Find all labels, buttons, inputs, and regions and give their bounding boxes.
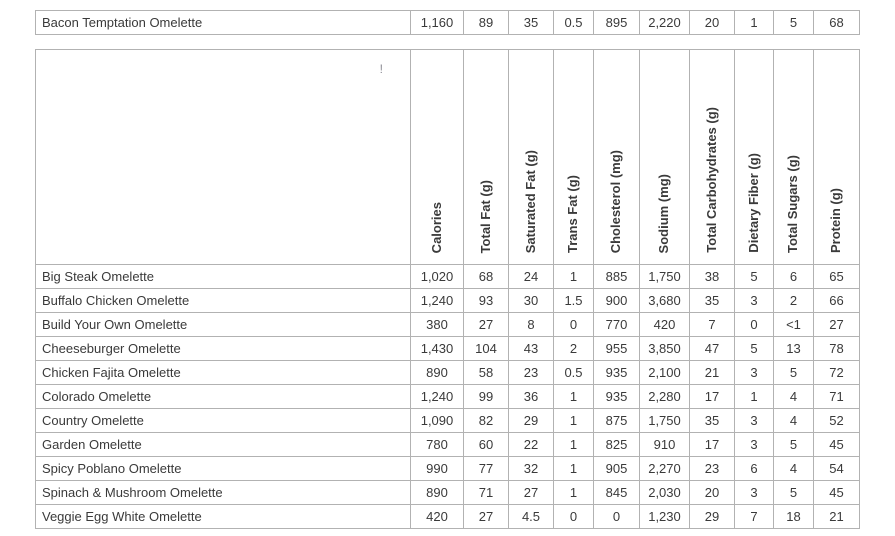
value-cell: 770: [594, 313, 640, 337]
value-cell: 93: [464, 289, 509, 313]
value-cell: 4: [774, 385, 814, 409]
value-cell: 1: [554, 481, 594, 505]
value-cell: 24: [509, 265, 554, 289]
table-row: [36, 313, 860, 337]
value-cell: 1.5: [554, 289, 594, 313]
value-cell: 845: [594, 481, 640, 505]
value-cell: 2,270: [640, 457, 690, 481]
value-cell: 35: [690, 289, 735, 313]
value-cell: 2,030: [640, 481, 690, 505]
value-cell: 6: [774, 265, 814, 289]
value-cell: 66: [814, 289, 860, 313]
value-cell: 2,280: [640, 385, 690, 409]
item-name-cell: Build Your Own Omelette: [36, 313, 411, 337]
value-cell: 21: [690, 361, 735, 385]
item-name-header-cell: [36, 50, 411, 265]
value-cell: 890: [411, 481, 464, 505]
item-name-cell: Chicken Fajita Omelette: [36, 361, 411, 385]
value-cell: 420: [640, 313, 690, 337]
value-cell: 875: [594, 409, 640, 433]
table-row: [36, 337, 860, 361]
value-cell: 1: [554, 433, 594, 457]
value-cell: <1: [774, 313, 814, 337]
item-name-cell: Spinach & Mushroom Omelette: [36, 481, 411, 505]
value-cell: 3: [735, 361, 774, 385]
column-header-dietary-fiber: [735, 50, 774, 265]
value-cell: 1,750: [640, 265, 690, 289]
value-cell: 89: [464, 11, 509, 35]
value-cell: 990: [411, 457, 464, 481]
bacon-temptation-row-table: [35, 10, 860, 35]
value-cell: 27: [509, 481, 554, 505]
value-cell: 68: [814, 11, 860, 35]
value-cell: 1: [554, 409, 594, 433]
value-cell: 32: [509, 457, 554, 481]
value-cell: 78: [814, 337, 860, 361]
column-header-cholesterol: [594, 50, 640, 265]
value-cell: 7: [735, 505, 774, 529]
column-header-total-carbohydrates: [690, 50, 735, 265]
value-cell: 99: [464, 385, 509, 409]
value-cell: 21: [814, 505, 860, 529]
column-header-label: Protein (g): [828, 188, 844, 253]
table-row: [36, 289, 860, 313]
value-cell: 1: [554, 457, 594, 481]
column-header-label: Total Carbohydrates (g): [703, 107, 719, 253]
value-cell: 825: [594, 433, 640, 457]
value-cell: 2,220: [640, 11, 690, 35]
value-cell: 71: [464, 481, 509, 505]
value-cell: 2: [554, 337, 594, 361]
column-header-label: Cholesterol (mg): [608, 149, 624, 253]
column-header-label: Saturated Fat (g): [522, 149, 538, 253]
value-cell: 420: [411, 505, 464, 529]
column-header-label: Dietary Fiber (g): [745, 153, 761, 253]
value-cell: 68: [464, 265, 509, 289]
value-cell: 45: [814, 481, 860, 505]
value-cell: 2: [774, 289, 814, 313]
value-cell: 72: [814, 361, 860, 385]
value-cell: 5: [774, 11, 814, 35]
value-cell: 0.5: [554, 361, 594, 385]
value-cell: 71: [814, 385, 860, 409]
value-cell: 935: [594, 385, 640, 409]
value-cell: 1: [554, 385, 594, 409]
value-cell: 23: [509, 361, 554, 385]
value-cell: 3: [735, 481, 774, 505]
item-name-cell: Spicy Poblano Omelette: [36, 457, 411, 481]
value-cell: 1,160: [411, 11, 464, 35]
value-cell: 4: [774, 409, 814, 433]
value-cell: 1,750: [640, 409, 690, 433]
table-row: [36, 361, 860, 385]
table-row: [36, 505, 860, 529]
value-cell: 5: [735, 337, 774, 361]
column-header-label: Total Fat (g): [477, 179, 493, 253]
column-header-label: Sodium (mg): [656, 173, 672, 253]
value-cell: 29: [509, 409, 554, 433]
value-cell: 30: [509, 289, 554, 313]
value-cell: 3: [735, 433, 774, 457]
value-cell: 35: [690, 409, 735, 433]
column-header-total-sugars: [774, 50, 814, 265]
value-cell: 0: [735, 313, 774, 337]
item-name-cell: Big Steak Omelette: [36, 265, 411, 289]
item-name-cell: Country Omelette: [36, 409, 411, 433]
value-cell: 1: [735, 11, 774, 35]
value-cell: 910: [640, 433, 690, 457]
value-cell: 82: [464, 409, 509, 433]
value-cell: 905: [594, 457, 640, 481]
value-cell: 36: [509, 385, 554, 409]
value-cell: 17: [690, 433, 735, 457]
value-cell: 35: [509, 11, 554, 35]
value-cell: 895: [594, 11, 640, 35]
value-cell: 3,850: [640, 337, 690, 361]
item-name-cell: Cheeseburger Omelette: [36, 337, 411, 361]
value-cell: 8: [509, 313, 554, 337]
value-cell: 20: [690, 481, 735, 505]
value-cell: 5: [774, 361, 814, 385]
value-cell: 52: [814, 409, 860, 433]
value-cell: 27: [814, 313, 860, 337]
value-cell: 29: [690, 505, 735, 529]
value-cell: 1: [554, 265, 594, 289]
value-cell: 3: [735, 289, 774, 313]
column-header-calories: [411, 50, 464, 265]
value-cell: 54: [814, 457, 860, 481]
item-name-cell: Bacon Temptation Omelette: [36, 11, 411, 35]
value-cell: 7: [690, 313, 735, 337]
value-cell: 900: [594, 289, 640, 313]
value-cell: 3: [735, 409, 774, 433]
item-name-cell: Colorado Omelette: [36, 385, 411, 409]
value-cell: 885: [594, 265, 640, 289]
value-cell: 5: [774, 433, 814, 457]
value-cell: 780: [411, 433, 464, 457]
column-header-protein: [814, 50, 860, 265]
value-cell: 0.5: [554, 11, 594, 35]
value-cell: 45: [814, 433, 860, 457]
value-cell: 18: [774, 505, 814, 529]
column-header-label: Trans Fat (g): [565, 174, 581, 253]
table-row: [36, 481, 860, 505]
table-row: [36, 11, 860, 35]
omelette-nutrition-table: [35, 49, 860, 529]
value-cell: 2,100: [640, 361, 690, 385]
value-cell: 4.5: [509, 505, 554, 529]
value-cell: 935: [594, 361, 640, 385]
value-cell: 1,090: [411, 409, 464, 433]
value-cell: 0: [594, 505, 640, 529]
value-cell: 17: [690, 385, 735, 409]
value-cell: 1,230: [640, 505, 690, 529]
value-cell: 4: [774, 457, 814, 481]
value-cell: 1,430: [411, 337, 464, 361]
value-cell: 13: [774, 337, 814, 361]
value-cell: 6: [735, 457, 774, 481]
column-header-total-fat: [464, 50, 509, 265]
value-cell: 43: [509, 337, 554, 361]
table-row: [36, 265, 860, 289]
value-cell: 38: [690, 265, 735, 289]
value-cell: 5: [735, 265, 774, 289]
value-cell: 104: [464, 337, 509, 361]
value-cell: 3,680: [640, 289, 690, 313]
item-name-cell: Garden Omelette: [36, 433, 411, 457]
value-cell: 380: [411, 313, 464, 337]
value-cell: 47: [690, 337, 735, 361]
value-cell: 0: [554, 313, 594, 337]
column-header-label: Calories: [428, 201, 444, 253]
header-row: [36, 50, 860, 265]
value-cell: 0: [554, 505, 594, 529]
table-row: [36, 409, 860, 433]
value-cell: 23: [690, 457, 735, 481]
value-cell: 65: [814, 265, 860, 289]
column-header-trans-fat: [554, 50, 594, 265]
data-rows: [36, 265, 860, 529]
value-cell: 5: [774, 481, 814, 505]
value-cell: 60: [464, 433, 509, 457]
table-row: [36, 433, 860, 457]
value-cell: 27: [464, 313, 509, 337]
value-cell: 1,240: [411, 385, 464, 409]
value-cell: 1,020: [411, 265, 464, 289]
value-cell: 20: [690, 11, 735, 35]
item-name-cell: Veggie Egg White Omelette: [36, 505, 411, 529]
column-header-label: Total Sugars (g): [785, 155, 801, 253]
value-cell: 1: [735, 385, 774, 409]
column-header-sodium: [640, 50, 690, 265]
column-header-saturated-fat: [509, 50, 554, 265]
value-cell: 77: [464, 457, 509, 481]
value-cell: 890: [411, 361, 464, 385]
value-cell: 1,240: [411, 289, 464, 313]
value-cell: 955: [594, 337, 640, 361]
table-row: [36, 457, 860, 481]
value-cell: 22: [509, 433, 554, 457]
value-cell: 58: [464, 361, 509, 385]
table-row: [36, 385, 860, 409]
item-name-cell: Buffalo Chicken Omelette: [36, 289, 411, 313]
broken-image-icon: !: [379, 62, 383, 76]
value-cell: 27: [464, 505, 509, 529]
